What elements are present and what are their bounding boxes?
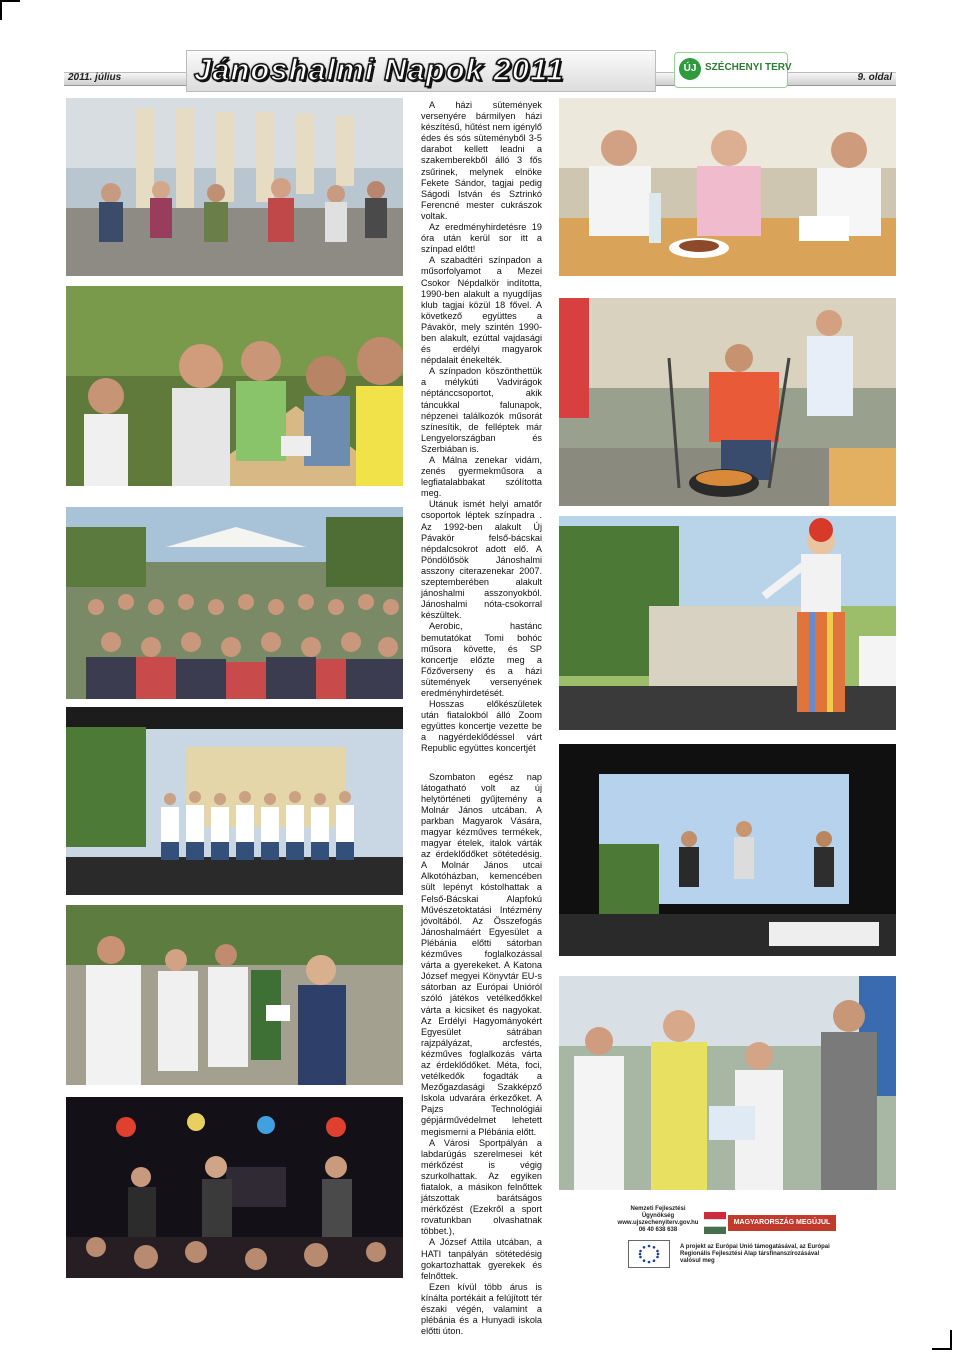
page-header bbox=[64, 50, 896, 92]
logo-text: SZÉCHENYI TERV bbox=[705, 62, 792, 73]
photo-rock-concert bbox=[66, 1097, 403, 1278]
article-paragraph: A színpadon köszönthettük a mélykúti Vadvirágok néptánccsoportot, akik táncukkal falunapok, népzenei találkozók műsorát színesítik, de felléptek már Lengyelországban és Szerbiában is. bbox=[421, 366, 542, 454]
article-paragraph: Utánuk ismét helyi amatőr csoportok léptek színpadra . Az 1992-ben alakult Új Pávakör felső-bácskai népdalcsokrot adott elő. A Pöndölősök Jánoshalmi asszony citerazenekar 2007. szeptemberében alakult jánoshalmi asszonyokból. Jánoshalmi nóta-csokorral készültek. bbox=[421, 499, 542, 621]
page-title: Jánoshalmi Napok 2011 bbox=[194, 52, 565, 87]
photo-cooking-contest bbox=[559, 298, 896, 506]
eu-flag-icon bbox=[628, 1240, 670, 1268]
article-paragraph: A Málna zenekar vidám, zenés gyermekműsora a legfiatalabbakat szólította meg. bbox=[421, 455, 542, 499]
article-paragraph: A szabadtéri színpadon a műsorfolyamot a Mezei Csokor Népdalkör indította, 1990-ben alakult a nyugdíjas klub tagjai közül 18 fővel. A következő együttes a Pávakör, mely szintén 1990-ben alakult, ezúttal vajdasági és erdélyi magyarok népdalait énekelték. bbox=[421, 255, 542, 366]
agency-name: Nemzeti Fejlesztési Ügynökség bbox=[630, 1206, 686, 1219]
page-number: 9. oldal bbox=[857, 72, 892, 83]
agency-block bbox=[616, 1206, 700, 1234]
article-paragraph: A házi sütemények versenyére bármilyen házi készítésű, hűtést nem igénylő édes és sós süteményből 3-5 darabot kellett leadni a szakemberekből álló 3 fős zsűrinek, melynek elnöke Fekete Sándor, tagjai pedig Ságodi István és Sztrinkó Ferencné mester cukrászok voltak. bbox=[421, 100, 542, 221]
photo-crowd-seated-square bbox=[66, 98, 403, 276]
eu-funding-note bbox=[680, 1244, 840, 1265]
sponsor-footer bbox=[616, 1206, 836, 1278]
article-text bbox=[421, 100, 542, 1337]
photo-clown-on-stilts bbox=[559, 516, 896, 730]
szechenyi-terv-logo bbox=[674, 52, 792, 88]
issue-date: 2011. július bbox=[68, 72, 122, 83]
photo-large-audience bbox=[66, 507, 403, 699]
article-paragraph: Hosszas előkészületek után fiatalokból álló Zoom együttes koncertje vezette be a nagyérdeklődéssel várt Republic együttes koncertjét bbox=[421, 699, 542, 754]
article-paragraph: A József Attila utcában, a HATI tanpályán sötétedésig gokartozhattak gyerekek és felnőttek. bbox=[421, 1237, 542, 1281]
photo-choir-on-stage bbox=[66, 707, 403, 895]
eu-funding-line-2: Regionális Fejlesztési Alap társfinanszírozásával valósul meg bbox=[680, 1251, 820, 1264]
photo-award-handover bbox=[559, 976, 896, 1190]
slogan: MAGYARORSZÁG MEGÚJUL bbox=[728, 1215, 836, 1231]
photo-pastry-jury bbox=[559, 98, 896, 276]
eu-funding-line-1: A projekt az Európai Unió támogatásával, az Európai bbox=[680, 1244, 830, 1250]
article-paragraph: Aerobic, hastánc bemutatókat Tomi bohóc műsora követte, és SP koncertje előzte meg a Főzőverseny és a házi sütemények versenyének eredményhirdetését. bbox=[421, 621, 542, 698]
crop-mark-top-left bbox=[0, 0, 20, 20]
photo-award-ceremony bbox=[66, 905, 403, 1085]
photo-men-at-table bbox=[66, 286, 403, 486]
hungarian-flag-icon bbox=[704, 1212, 726, 1234]
article-paragraph: Ezen kívül több árus is kínálta portékáit a felújított tér északi végén, valamint a plébánia és a Hunyadi iskola előtti úton. bbox=[421, 1281, 542, 1337]
article-paragraph: Szombaton egész nap látogatható volt az új helytörténeti gyűjtemény a Molnár János utcában. A parkban Magyarok Vására, magyar kézműves termékek, magyar ételek, italok várták az érdeklődőket sötétedésig. A Molnár János utcai Alkotóházban, kemencében sült lepényt kóstolhattak a Felső-Bácskai Alapfokú Művészetoktatási Intézmény jóvoltából. Az Összefogás Jánoshalmáért Egyesület a Plébánia előtti sátorban kézműves foglalkozással várta a gyerekeket. A Katona József megyei Könyvtár EU-s sátorban az Európai Unióról szóló játékos vetélkedőkkel várta a kicsiket és nagyokat. Az Erdélyi Hagyományokért Egyesület sátrában rajzpályázat, arcfestés, kézműves foglalkozás várta az érdeklődőket. Méta, foci, vetélkedők fogadták a Mezőgazdasági Szakképző Iskola udvarára érkezőket. A Pajzs Technológiái gépjárművédelmet lehetett megismerni a Plébánia előtt. bbox=[421, 771, 542, 1137]
logo-badge: ÚJ bbox=[679, 58, 701, 80]
agency-phone: 06 40 638 638 bbox=[638, 1227, 678, 1233]
photo-dance-performance bbox=[559, 744, 896, 956]
agency-url: www.ujszechenyiterv.gov.hu bbox=[617, 1220, 699, 1226]
article-paragraph: Az eredményhirdetésre 19 óra után kerül sor itt a színpad előtt! bbox=[421, 222, 542, 255]
crop-mark-bottom-right bbox=[932, 1330, 952, 1350]
article-paragraph: A Városi Sportpályán a labdarúgás szerelmesei két mérkőzést is végig szurkolhattak. Az egyiken fiatalok, a másikon felnőttek játszottak barátságos mérkőzést (Ezekről a sport rovatunkban olvashatnak többet.), bbox=[421, 1137, 542, 1237]
hungary-renews-logo bbox=[704, 1212, 836, 1234]
